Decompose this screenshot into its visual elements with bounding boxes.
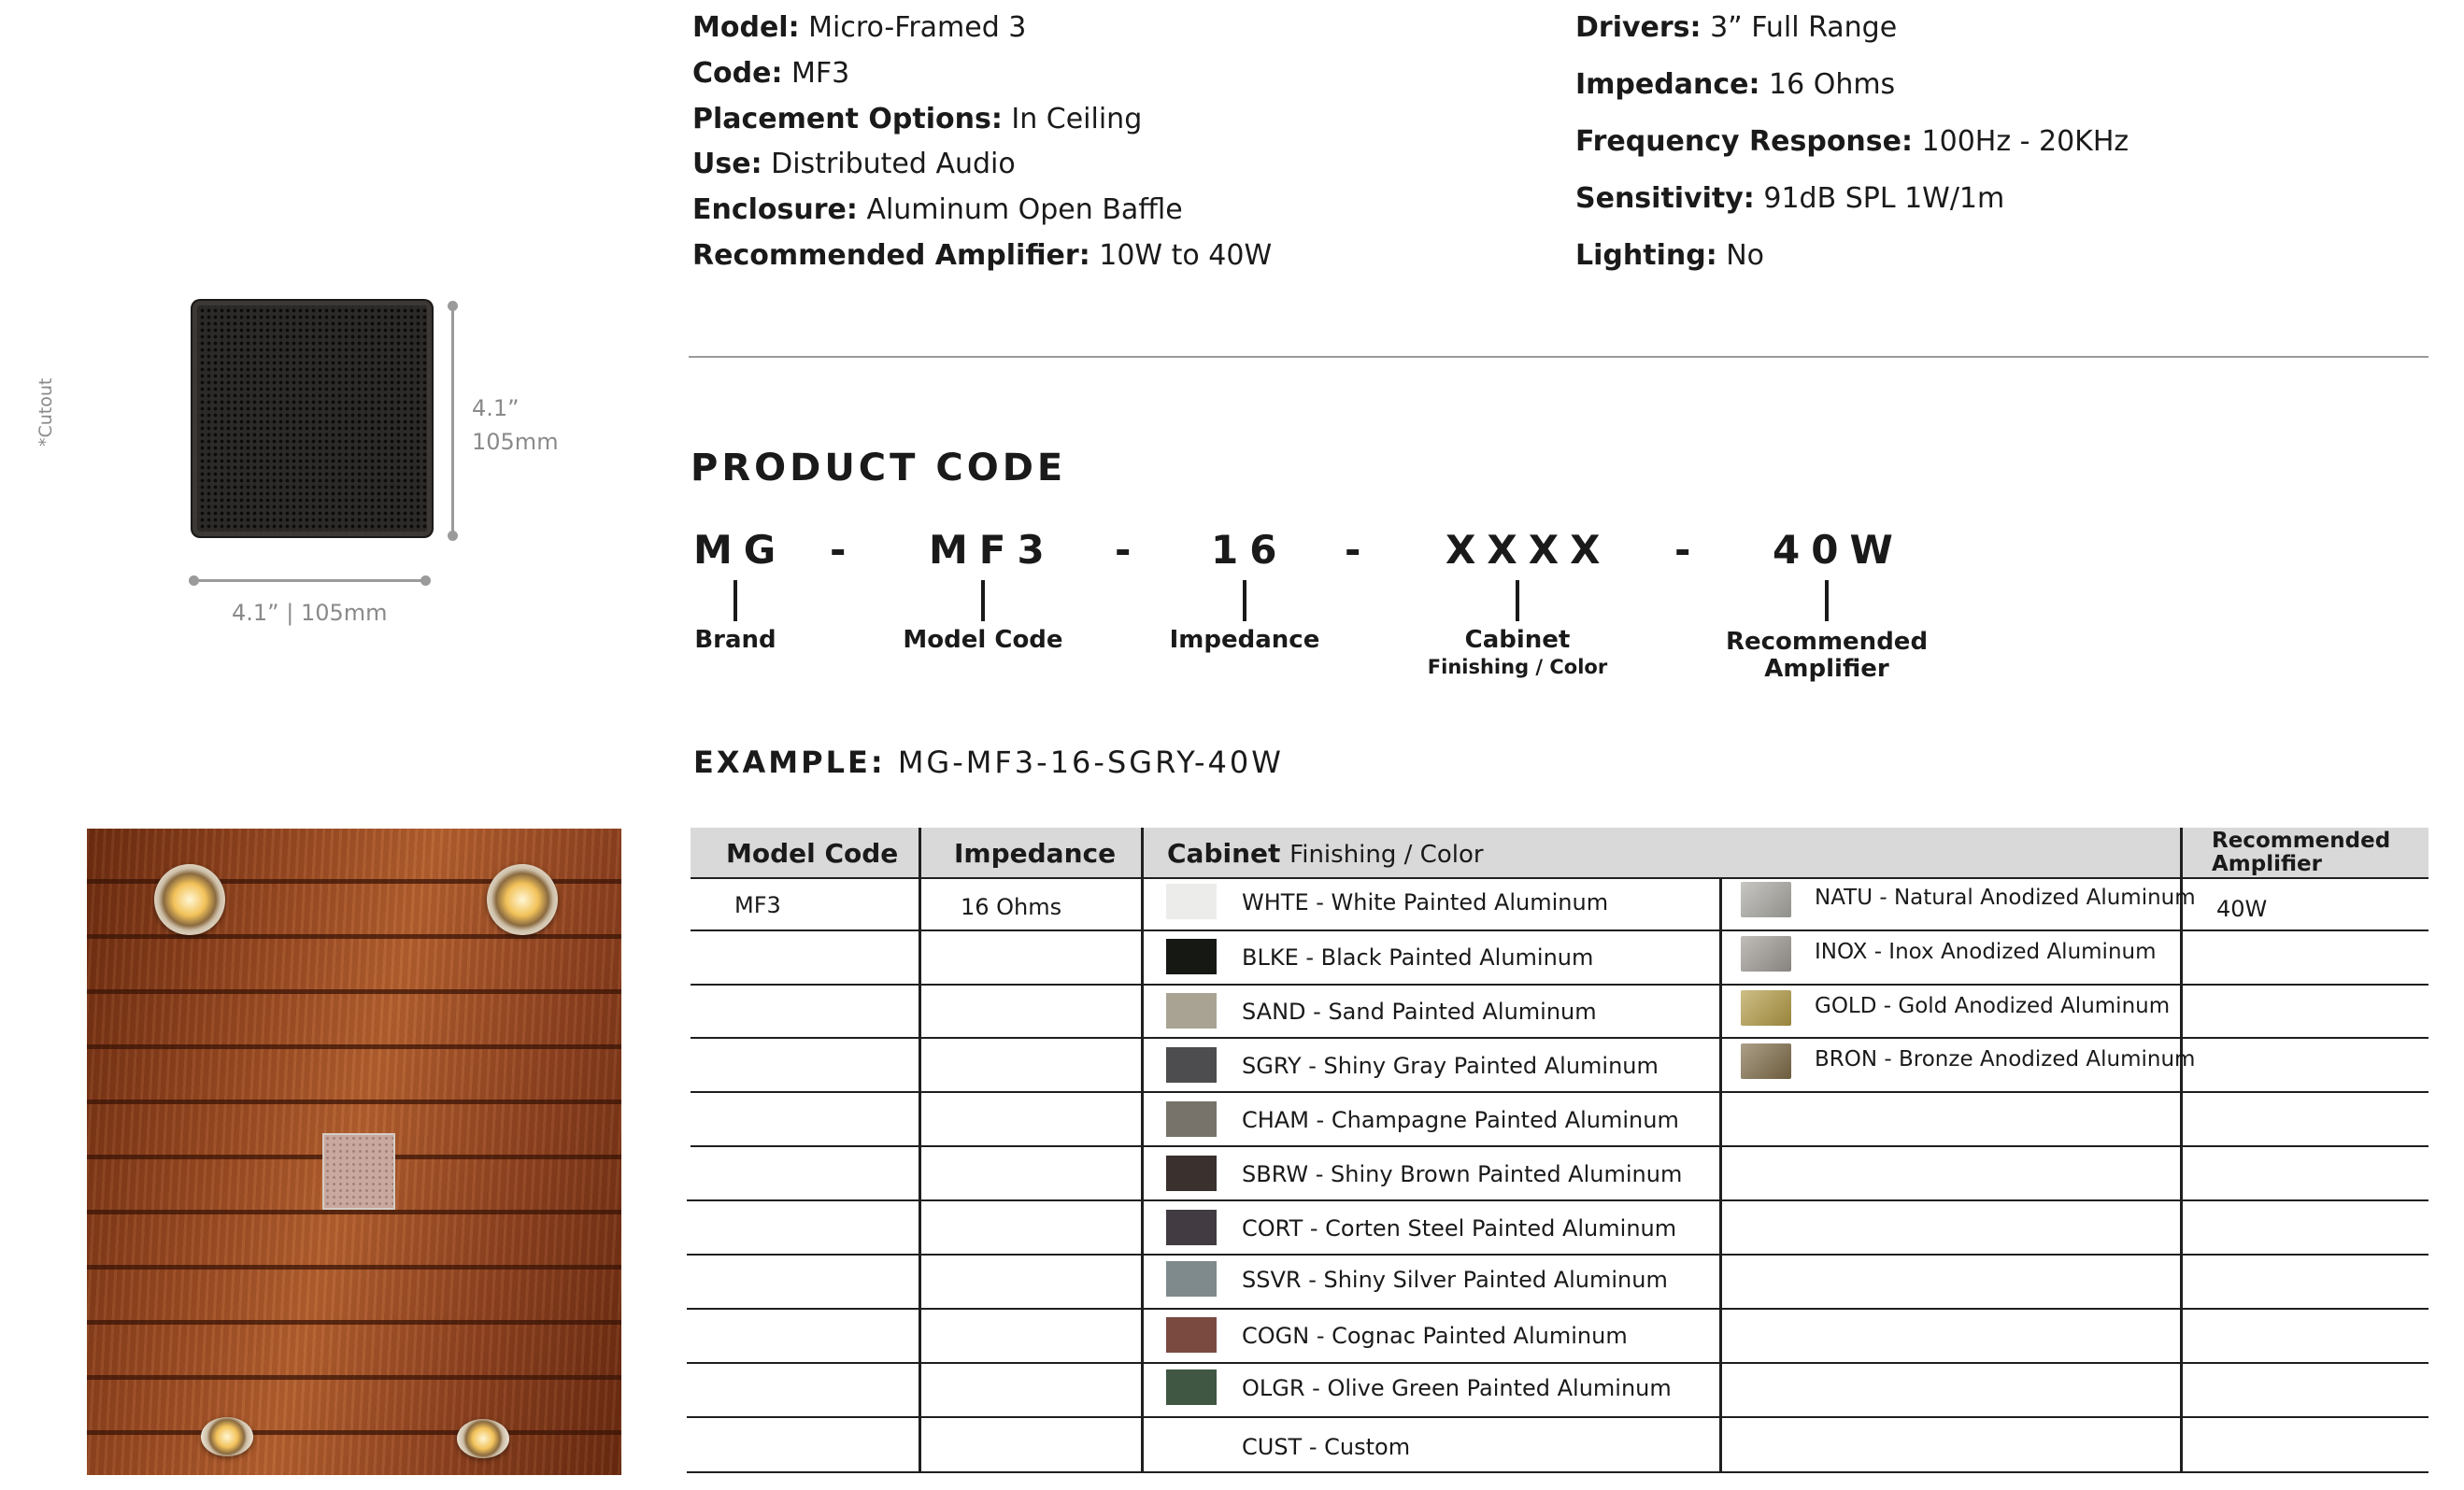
code-pointer xyxy=(734,580,737,621)
finish-label: BLKE - Black Painted Aluminum xyxy=(1242,944,1594,971)
code-model: MF3 xyxy=(929,527,1056,573)
finish-swatch xyxy=(1166,1369,1217,1405)
spec-frequency: Frequency Response: 100Hz - 20KHz xyxy=(1575,125,2129,158)
finish-label: CUST - Custom xyxy=(1242,1434,1411,1460)
finish-label: WHTE - White Painted Aluminum xyxy=(1242,889,1609,915)
ceiling-light-icon xyxy=(457,1419,509,1458)
finish-label: SAND - Sand Painted Aluminum xyxy=(1242,999,1597,1025)
spec-placement: Placement Options: In Ceiling xyxy=(692,103,1143,135)
spec-sensitivity: Sensitivity: 91dB SPL 1W/1m xyxy=(1575,182,2005,215)
finish-swatch xyxy=(1166,1047,1217,1083)
finish-swatch xyxy=(1166,939,1217,974)
finish-swatch xyxy=(1166,1156,1217,1191)
finish-label: SGRY - Shiny Gray Painted Aluminum xyxy=(1242,1053,1659,1079)
code-sub-cabinet: Finishing / Color xyxy=(1427,656,1608,678)
finish-label: NATU - Natural Anodized Aluminum xyxy=(1815,886,2196,910)
table-rule xyxy=(687,1254,2428,1256)
table-rule xyxy=(691,929,2428,931)
cutout-label: *Cutout xyxy=(36,377,56,447)
finish-label: INOX - Inox Anodized Aluminum xyxy=(1815,940,2157,964)
finish-label: BRON - Bronze Anodized Aluminum xyxy=(1815,1047,2196,1071)
th-model-code: Model Code xyxy=(726,838,899,869)
code-sub-amplifier: Amplifier xyxy=(1764,655,1889,683)
code-label-brand: Brand xyxy=(694,626,776,654)
finish-swatch xyxy=(1741,936,1791,972)
spec-code: Code: MF3 xyxy=(692,57,850,90)
table-header-bar xyxy=(691,828,2428,878)
code-label-cabinet: Cabinet xyxy=(1464,626,1571,654)
dimension-dot xyxy=(420,575,431,586)
spec-drivers: Drivers: 3” Full Range xyxy=(1575,11,1898,44)
ceiling-installation-photo xyxy=(87,829,621,1475)
table-column-rule xyxy=(1719,877,1722,1472)
spec-enclosure: Enclosure: Aluminum Open Baffle xyxy=(692,193,1183,226)
code-label-recommended: Recommended xyxy=(1725,628,1929,656)
width-label: 4.1” | 105mm xyxy=(232,600,388,626)
code-pointer xyxy=(1243,580,1246,621)
spec-impedance: Impedance: 16 Ohms xyxy=(1575,68,1896,101)
installed-speaker xyxy=(322,1133,395,1210)
finish-label: OLGR - Olive Green Painted Aluminum xyxy=(1242,1375,1672,1401)
finish-swatch xyxy=(1166,884,1217,919)
table-rule xyxy=(691,1145,2428,1147)
th-recommended: Recommended xyxy=(2212,829,2391,853)
code-impedance: 16 xyxy=(1211,527,1289,573)
dimension-dot xyxy=(448,531,458,541)
table-rule xyxy=(687,1416,2428,1418)
product-code-title: PRODUCT CODE xyxy=(691,447,1067,490)
table-rule xyxy=(691,1091,2428,1093)
code-pointer xyxy=(1516,580,1519,621)
finish-label: SBRW - Shiny Brown Painted Aluminum xyxy=(1242,1161,1683,1187)
code-pointer xyxy=(981,580,985,621)
finish-swatch xyxy=(1741,990,1791,1026)
finish-swatch xyxy=(1166,1101,1217,1137)
code-brand: MG xyxy=(693,527,788,573)
code-label-impedance: Impedance xyxy=(1169,626,1320,654)
code-dash: - xyxy=(1674,527,1691,573)
finish-label: GOLD - Gold Anodized Aluminum xyxy=(1815,994,2171,1018)
finish-swatch xyxy=(1166,1317,1217,1353)
code-dash: - xyxy=(1345,527,1361,573)
spec-amplifier: Recommended Amplifier: 10W to 40W xyxy=(692,239,1273,272)
cell-model-code: MF3 xyxy=(734,892,781,918)
section-divider xyxy=(689,356,2428,358)
finish-label: SSVR - Shiny Silver Painted Aluminum xyxy=(1242,1267,1668,1293)
cell-impedance: 16 Ohms xyxy=(961,894,1062,920)
table-rule xyxy=(687,1471,2428,1473)
height-mm: 105mm xyxy=(472,429,559,455)
height-inches: 4.1” xyxy=(472,395,520,421)
table-column-rule xyxy=(919,828,921,1472)
spec-use: Use: Distributed Audio xyxy=(692,148,1016,180)
finish-swatch xyxy=(1166,993,1217,1029)
finish-label: CORT - Corten Steel Painted Aluminum xyxy=(1242,1215,1677,1242)
table-column-rule xyxy=(2180,828,2183,1472)
table-rule xyxy=(691,1037,2428,1039)
height-dimension-line xyxy=(451,306,454,534)
table-rule xyxy=(687,1199,2428,1201)
th-amplifier: Amplifier xyxy=(2212,852,2322,876)
finish-swatch xyxy=(1166,1210,1217,1245)
finish-swatch xyxy=(1741,1043,1791,1079)
table-rule xyxy=(691,877,2428,879)
code-dash: - xyxy=(1115,527,1132,573)
code-dash: - xyxy=(830,527,847,573)
speaker-grille-drawing xyxy=(192,301,432,536)
table-column-rule xyxy=(1141,828,1144,1472)
th-impedance: Impedance xyxy=(954,838,1117,869)
ceiling-light-icon xyxy=(154,864,225,935)
ceiling-light-icon xyxy=(201,1417,253,1456)
code-pointer xyxy=(1825,580,1829,621)
code-amplifier: 40W xyxy=(1773,527,1904,573)
table-rule xyxy=(687,1308,2428,1310)
spec-lighting: Lighting: No xyxy=(1575,239,1765,272)
spec-model: Model: Micro-Framed 3 xyxy=(692,11,1027,44)
table-rule xyxy=(691,984,2428,986)
product-code-example: EXAMPLE: MG-MF3-16-SGRY-40W xyxy=(693,745,1284,780)
dimension-dot xyxy=(189,575,199,586)
finish-label: COGN - Cognac Painted Aluminum xyxy=(1242,1323,1628,1349)
dimension-dot xyxy=(448,301,458,311)
finish-swatch xyxy=(1741,882,1791,917)
table-rule xyxy=(687,1362,2428,1364)
finish-swatch xyxy=(1166,1261,1217,1297)
finish-label: CHAM - Champagne Painted Aluminum xyxy=(1242,1107,1679,1133)
ceiling-light-icon xyxy=(487,864,558,935)
cell-amplifier: 40W xyxy=(2216,896,2268,922)
code-label-model: Model Code xyxy=(903,626,1063,654)
th-cabinet: Cabinet Finishing / Color xyxy=(1167,838,1484,869)
width-dimension-line xyxy=(192,579,424,582)
code-cabinet: XXXX xyxy=(1446,527,1612,573)
